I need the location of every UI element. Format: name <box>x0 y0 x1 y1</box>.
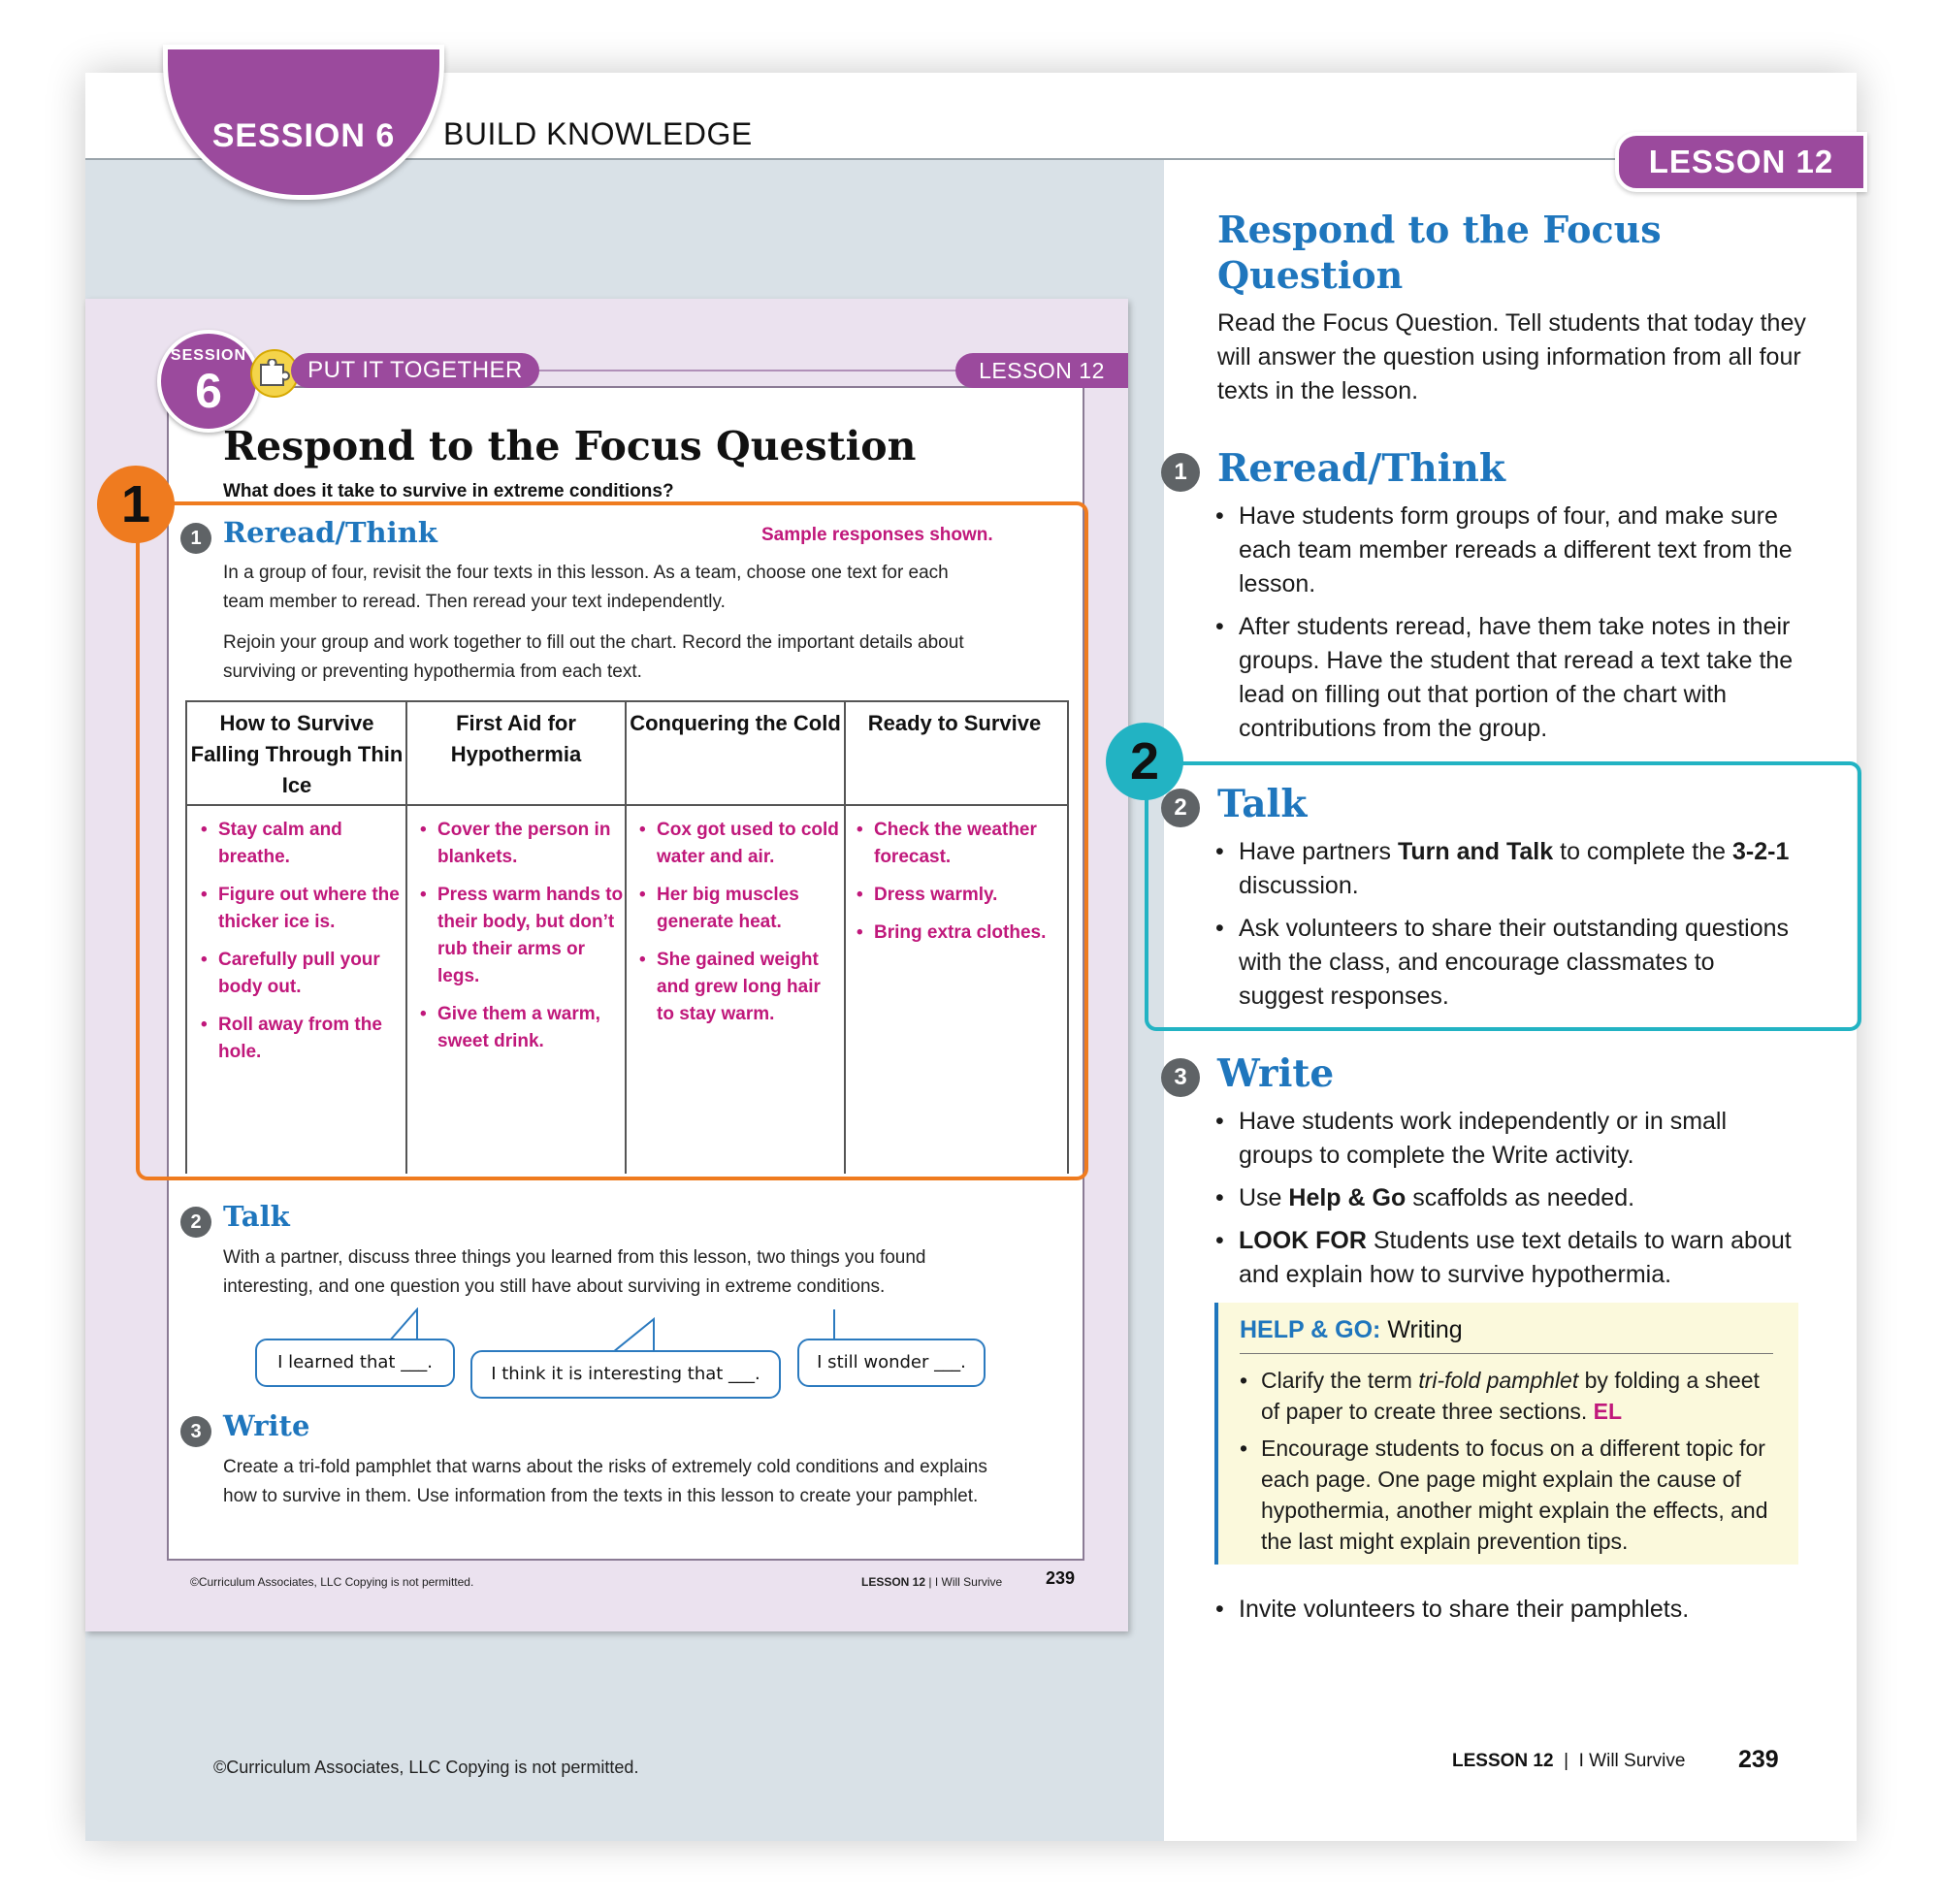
speech-bubble-learned: I learned that ___. <box>255 1339 455 1387</box>
teacher-step-1-number: 1 <box>1161 453 1200 492</box>
help-and-go-list <box>1240 1365 1783 1563</box>
reread-paragraph-1: In a group of four, revisit the four texts in this lesson. As a team, choose one text for each team member to reread. Then reread your text independently. <box>223 563 949 612</box>
session-word: SESSION <box>170 347 247 364</box>
reread-paragraph-2: Rejoin your group and work together to fill out the chart. Record the important details about surviving or preventing hypothermia from each text. <box>223 632 964 682</box>
help-bullet <box>1240 1365 1783 1427</box>
teacher-bullet: • Have students form groups of four, and make sure each team member rereads a different text from the lesson. <box>1215 500 1836 601</box>
write-heading: Write <box>223 1409 310 1442</box>
speech-bubble-interesting: I think it is interesting that ___. <box>470 1350 781 1399</box>
help-and-go-rule <box>1240 1353 1773 1354</box>
speech-bubble-tail <box>388 1307 427 1342</box>
help-and-go-heading <box>1240 1316 1463 1344</box>
bold-text: LOOK FOR <box>1239 1227 1367 1254</box>
sample-responses-note: Sample responses shown. <box>761 525 993 545</box>
text-run: scaffolds as needed. <box>1406 1184 1635 1211</box>
chart-response: • She gained weight and grew long hair to stay warm. <box>639 947 843 1028</box>
speech-bubble-wonder: I still wonder ___. <box>797 1339 986 1387</box>
text-run: to complete the <box>1553 838 1732 865</box>
put-it-together-banner: PUT IT TOGETHER <box>291 353 539 388</box>
teacher-page-number: 239 <box>1738 1746 1779 1773</box>
lesson-label: LESSON 12 <box>1648 144 1834 179</box>
teacher-footer-title: I Will Survive <box>1578 1751 1686 1771</box>
bold-text: Turn and Talk <box>1397 838 1554 865</box>
chart-response: • Cox got used to cold water and air. <box>639 817 843 871</box>
teacher-reread-list <box>1215 500 1836 755</box>
write-paragraph: Create a tri-fold pamphlet that warns about the risks of extremely cold conditions and explains how to survive in them. Use information from the texts in this lesson to create your pamphlet. <box>223 1457 987 1506</box>
teacher-bullet: • Have students work independently or in small groups to complete the Write activity. <box>1215 1105 1807 1173</box>
student-session-badge <box>157 330 260 433</box>
help-and-go-label: HELP & GO: <box>1240 1316 1381 1343</box>
teacher-bullet: • Invite volunteers to share their pamphlets. <box>1215 1593 1817 1627</box>
teacher-footer-lesson: LESSON 12 | I Will Survive <box>1452 1751 1686 1771</box>
chart-response: • Carefully pull your body out. <box>201 947 404 1001</box>
text-run: discussion. <box>1239 872 1359 899</box>
talk-heading: Talk <box>223 1200 290 1233</box>
step-2-number: 2 <box>180 1207 211 1238</box>
chart-response: • Cover the person in blankets. <box>420 817 624 871</box>
speech-bubble-tail <box>832 1307 879 1342</box>
chart-column-header: How to Survive Falling Through Thin Ice <box>190 711 404 797</box>
help-bullet: • Encourage students to focus on a different topic for each page. One page might explain the cause of hypothermia, another might explain the effects, and the last might explain prevention tips. <box>1240 1433 1783 1557</box>
teacher-step-2-number: 2 <box>1161 789 1200 827</box>
italic-text: tri-fold pamphlet <box>1418 1368 1579 1393</box>
text-run: Have partners <box>1239 838 1398 865</box>
teacher-footer-lesson-label: LESSON 12 <box>1452 1751 1554 1771</box>
student-page-title: Respond to the Focus Question <box>223 423 917 469</box>
callout-box-1 <box>136 501 1088 1180</box>
reread-heading: Reread/Think <box>223 516 437 549</box>
el-tag: EL <box>1593 1399 1623 1424</box>
text-run: by folding a sheet of paper to create three sections. <box>1261 1368 1760 1424</box>
teacher-intro: Read the Focus Question. Tell students that today they will answer the question using information from all four texts in the lesson. <box>1217 309 1806 404</box>
talk-paragraph: With a partner, discuss three things you learned from this lesson, two things you found interesting, and one question you still have about surviving in extreme conditions. <box>223 1247 926 1297</box>
chart-response: • Check the weather forecast. <box>857 817 1060 871</box>
speech-bubble-tail <box>611 1317 658 1354</box>
teacher-bullet <box>1215 1181 1807 1215</box>
teacher-write-heading: Write <box>1217 1051 1335 1096</box>
step-3-number: 3 <box>180 1416 211 1447</box>
chart-response: • Bring extra clothes. <box>857 920 1060 947</box>
teacher-step-3-number: 3 <box>1161 1058 1200 1097</box>
callout-badge-1: 1 <box>97 466 175 543</box>
help-and-go-box <box>1214 1303 1798 1565</box>
chart-response: • Give them a warm, sweet drink. <box>420 1001 624 1055</box>
teacher-bullet <box>1215 835 1797 903</box>
bold-text: 3-2-1 <box>1732 838 1790 865</box>
step-1-number: 1 <box>180 523 211 554</box>
teacher-reread-heading: Reread/Think <box>1217 446 1505 491</box>
chart-response: • Press warm hands to their body, but don’t rub their arms or legs. <box>420 882 624 990</box>
session-number: 6 <box>195 364 222 418</box>
chart-response: • Dress warmly. <box>857 882 1060 909</box>
chart-column-header: First Aid for Hypothermia <box>450 711 582 766</box>
student-footer-lesson: LESSON 12 | I Will Survive <box>861 1575 1003 1589</box>
left-footer-copyright: ©Curriculum Associates, LLC Copying is not permitted. <box>213 1758 639 1777</box>
callout-badge-2: 2 <box>1106 723 1183 800</box>
teacher-bullet: • After students reread, have them take notes in their groups. Have the student that reread a text take the lead on filling out that portion of the chart with contributions from the group. <box>1215 610 1836 746</box>
text-run: Clarify the term <box>1261 1368 1419 1393</box>
student-page-number: 239 <box>1046 1568 1076 1588</box>
bold-text: Help & Go <box>1288 1184 1406 1211</box>
section-label: BUILD KNOWLEDGE <box>443 116 753 151</box>
chart-column-header: Ready to Survive <box>867 711 1042 735</box>
text-run: Students use text details to warn about and explain how to survive hypothermia. <box>1239 1227 1792 1288</box>
chart-column-header: Conquering the Cold <box>630 711 841 735</box>
teacher-bullet <box>1215 1224 1807 1292</box>
chart-response: • Stay calm and breathe. <box>201 817 404 871</box>
teacher-write-list <box>1215 1105 1807 1301</box>
teacher-title: Respond to the Focus Question <box>1217 208 1662 297</box>
teacher-talk-heading: Talk <box>1217 782 1308 826</box>
student-footer-lesson-label: LESSON 12 <box>861 1575 926 1589</box>
chart-response: • Her big muscles generate heat. <box>639 882 843 936</box>
student-footer-copyright: ©Curriculum Associates, LLC Copying is not permitted. <box>190 1575 474 1589</box>
teacher-bullet: • Ask volunteers to share their outstanding questions with the class, and encourage classmates to suggest responses. <box>1215 912 1797 1014</box>
student-lesson-tab: LESSON 12 <box>955 353 1128 388</box>
session-label: SESSION 6 <box>211 117 396 154</box>
focus-question: What does it take to survive in extreme conditions? <box>223 481 674 501</box>
chart-response: • Figure out where the thicker ice is. <box>201 882 404 936</box>
text-run: Use <box>1239 1184 1289 1211</box>
chart-response: • Roll away from the hole. <box>201 1012 404 1066</box>
help-and-go-title: Writing <box>1380 1316 1463 1343</box>
teacher-final-list <box>1215 1593 1817 1635</box>
teacher-talk-list <box>1215 835 1797 1022</box>
student-footer-title: I Will Survive <box>934 1575 1003 1589</box>
lesson-tab <box>1615 132 1867 192</box>
